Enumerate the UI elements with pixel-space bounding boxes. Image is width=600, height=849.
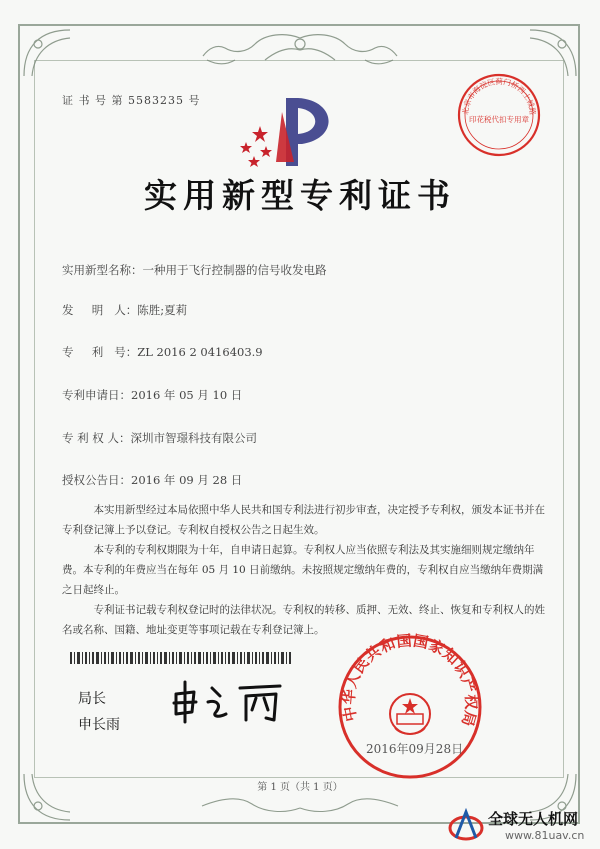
field-value: 陈胜;夏莉 <box>137 303 188 317</box>
field-label: 专 利 权 人： <box>62 431 131 445</box>
field-patentee <box>62 430 257 446</box>
director-name: 申长雨 <box>78 717 120 733</box>
corner-ornament-top-left <box>20 26 80 86</box>
corner-ornament-bottom-left <box>20 764 80 824</box>
patent-office-logo <box>236 92 346 176</box>
national-ip-office-seal <box>335 632 485 786</box>
certificate-number-value: 5583235 <box>128 94 184 107</box>
national-emblem-icon <box>390 694 430 734</box>
certificate-number-label: 证 书 号 第 <box>62 94 124 107</box>
certificate-number <box>62 92 201 108</box>
certificate-number-suffix: 号 <box>188 94 201 107</box>
certificate-title: 实用新型专利证书 <box>144 176 456 215</box>
field-utility-model-name <box>62 262 327 278</box>
field-label: 授权公告日： <box>62 473 131 487</box>
field-grant-date <box>62 472 242 488</box>
seal-ring-text: 中华人民共和国国家知识产权局 <box>339 632 481 729</box>
tax-stamp-center-text: 印花税代扣专用章 <box>469 115 529 124</box>
field-label: 专 利 号： <box>62 345 138 359</box>
field-value: 深圳市智璟科技有限公司 <box>130 431 257 445</box>
barcode <box>70 649 292 661</box>
field-label: 发 明 人： <box>62 303 138 317</box>
tax-stamp-seal <box>454 70 544 164</box>
field-value: 2016 年 05 月 10 日 <box>131 388 243 402</box>
svg-text:北京市海淀区蓟门桥西土城路 <box>460 76 538 116</box>
field-value: 一种用于飞行控制器的信号收发电路 <box>142 263 327 277</box>
tax-stamp-ring-text: 北京市海淀区蓟门桥西土城路 <box>460 76 538 116</box>
field-label: 实用新型名称： <box>62 263 143 277</box>
director-signature <box>168 676 288 730</box>
paragraph-term-and-fees: 本专利的专利权期限为十年，自申请日起算。专利权人应当依照专利法及其实施细则规定缴纳年费。本专利的年费应当在每年 05 月 10 日前缴纳。未按照规定缴纳年费的，专利权自应当缴纳年费期满之日起终止。 <box>62 544 544 596</box>
seal-date: 2016年09月28日 <box>366 742 464 756</box>
field-value: ZL 2016 2 0416403.9 <box>137 345 263 359</box>
site-logo-icon <box>446 808 486 848</box>
top-ornament <box>195 30 405 70</box>
page-number: 第 1 页（共 1 页） <box>257 782 343 793</box>
field-patent-number <box>62 344 263 360</box>
paragraph-grant-statement: 本实用新型经过本局依照中华人民共和国专利法进行初步审查，决定授予专利权，颁发本证书并在专利登记簿上予以登记。专利权自授权公告之日起生效。 <box>62 504 545 536</box>
director-title: 局长 <box>78 691 106 707</box>
field-inventor <box>62 302 187 318</box>
paragraph-register-notes: 专利证书记载专利权登记时的法律状况。专利权的转移、质押、无效、终止、恢复和专利权人的姓名或名称、国籍、地址变更等事项记载在专利登记簿上。 <box>62 604 545 636</box>
field-application-date <box>62 387 242 403</box>
site-name: 全球无人机网 <box>488 810 579 828</box>
field-value: 2016 年 09 月 28 日 <box>131 473 243 487</box>
site-url[interactable]: www.81uav.cn <box>505 829 585 842</box>
field-label: 专利申请日： <box>62 388 131 402</box>
